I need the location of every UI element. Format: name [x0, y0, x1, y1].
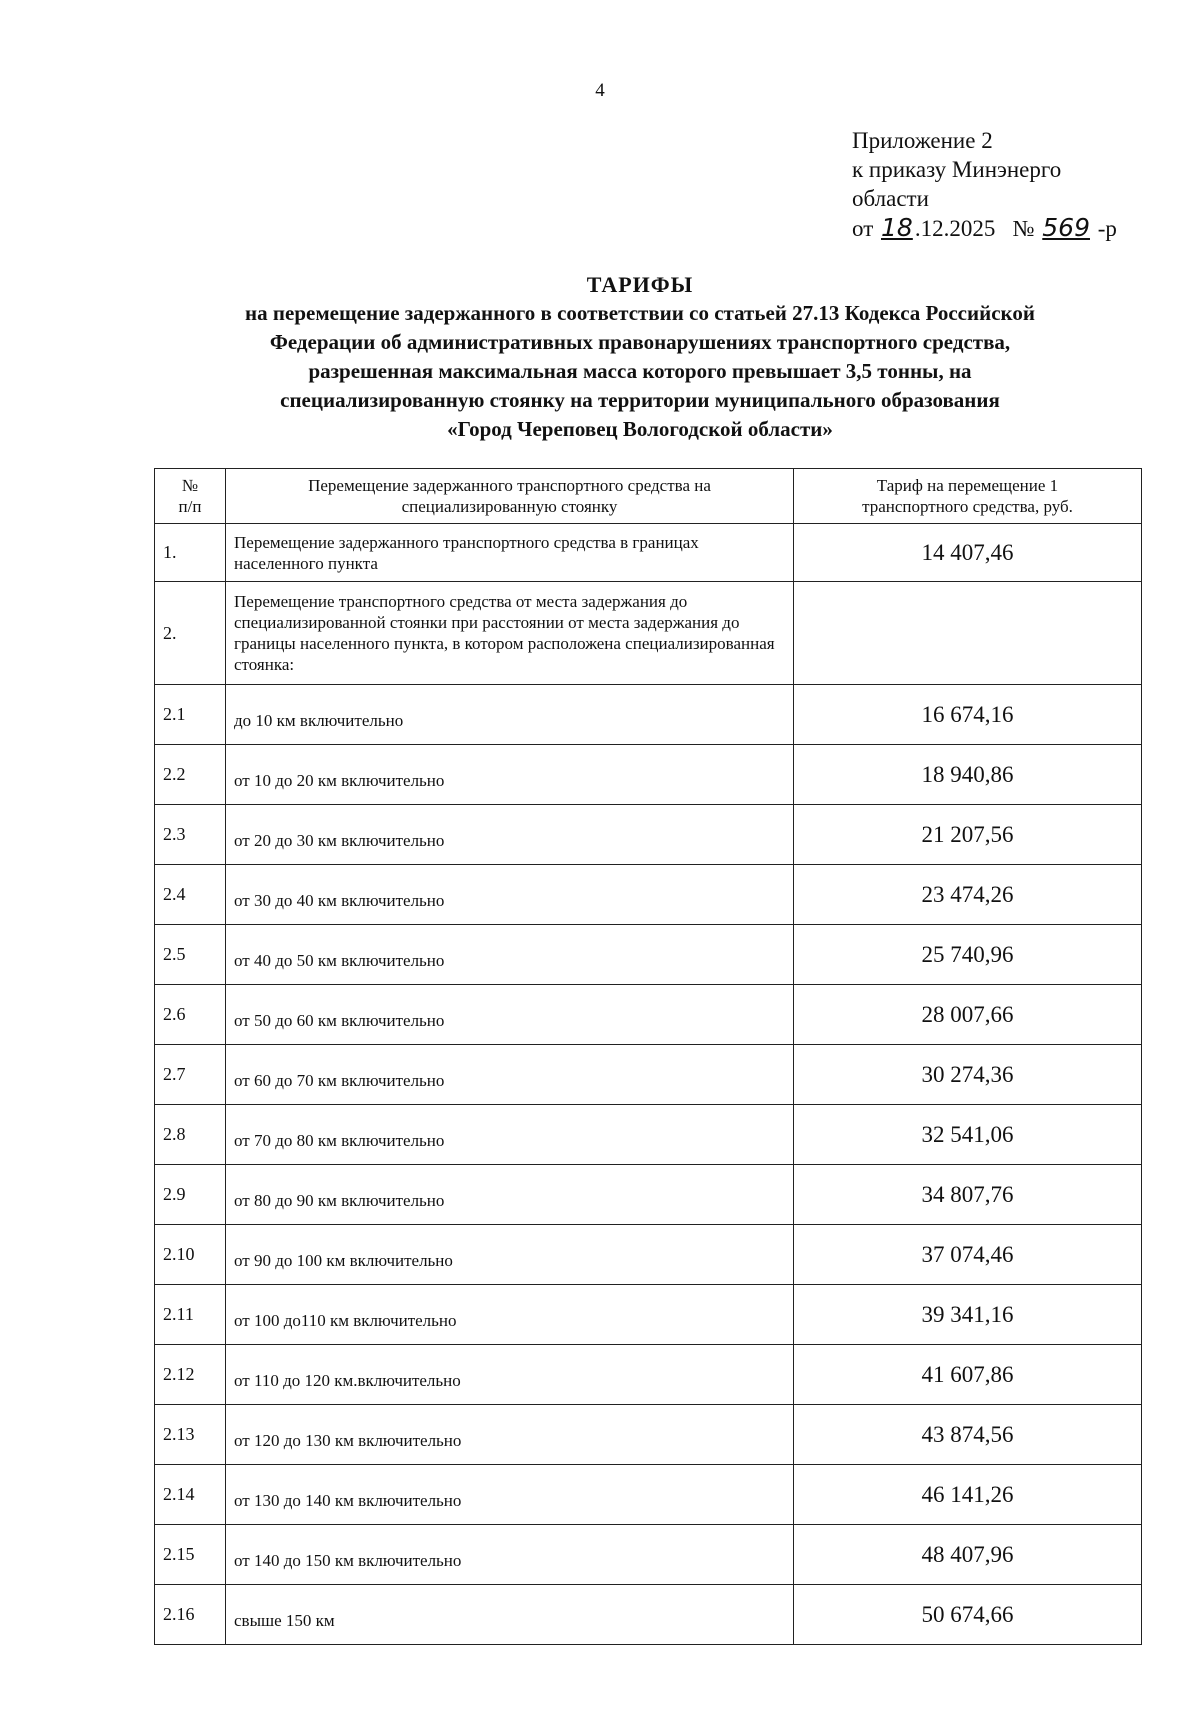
row-description: от 70 до 80 км включительно — [226, 1105, 794, 1165]
row-number: 2. — [155, 582, 226, 685]
table-row — [155, 985, 1142, 1045]
row-tariff-value: 28 007,66 — [794, 985, 1142, 1045]
row-number: 2.8 — [155, 1105, 226, 1165]
row-tariff-value: 14 407,46 — [794, 524, 1142, 582]
row-tariff-value: 16 674,16 — [794, 685, 1142, 745]
row-description: от 140 до 150 км включительно — [226, 1525, 794, 1585]
header-number: № п/п — [155, 469, 226, 524]
table-row — [155, 925, 1142, 985]
row-tariff-value: 46 141,26 — [794, 1465, 1142, 1525]
number-suffix: -р — [1097, 216, 1117, 241]
title-line-3: разрешенная максимальная масса которого превышает 3,5 тонны, на — [308, 359, 972, 383]
date-day-handwritten: 18 — [881, 213, 913, 242]
row-description: от 60 до 70 км включительно — [226, 1045, 794, 1105]
number-prefix: № — [1012, 216, 1035, 241]
row-tariff-value: 50 674,66 — [794, 1585, 1142, 1645]
row-description: до 10 км включительно — [226, 685, 794, 745]
row-tariff-value: 21 207,56 — [794, 805, 1142, 865]
row-description: от 80 до 90 км включительно — [226, 1165, 794, 1225]
title-line-2: Федерации об административных правонарушениях транспортного средства, — [269, 330, 1011, 354]
row-number: 2.11 — [155, 1285, 226, 1345]
table-row — [155, 685, 1142, 745]
row-tariff-value: 39 341,16 — [794, 1285, 1142, 1345]
date-rest: .12.2025 — [914, 216, 996, 241]
table-row — [155, 1045, 1142, 1105]
row-tariff-value: 18 940,86 — [794, 745, 1142, 805]
title-line-5: «Город Череповец Вологодской области» — [447, 417, 833, 441]
table-row — [155, 582, 1142, 685]
row-tariff-value: 23 474,26 — [794, 865, 1142, 925]
table-row — [155, 745, 1142, 805]
row-number: 2.14 — [155, 1465, 226, 1525]
row-number: 2.4 — [155, 865, 226, 925]
row-tariff-value: 37 074,46 — [794, 1225, 1142, 1285]
table-row — [155, 1525, 1142, 1585]
row-number: 2.1 — [155, 685, 226, 745]
appendix-order-ref: к приказу Минэнерго — [852, 157, 1062, 182]
row-description: от 90 до 100 км включительно — [226, 1225, 794, 1285]
table-row — [155, 1345, 1142, 1405]
table-row — [155, 805, 1142, 865]
row-number: 2.13 — [155, 1405, 226, 1465]
header-description: Перемещение задержанного транспортного средства на специализированную стоянку — [226, 469, 794, 524]
row-number: 1. — [155, 524, 226, 582]
appendix-date-number — [852, 213, 1117, 243]
row-description: от 50 до 60 км включительно — [226, 985, 794, 1045]
header-tariff: Тариф на перемещение 1 транспортного средства, руб. — [794, 469, 1142, 524]
order-number-handwritten: 569 — [1042, 213, 1090, 242]
row-description: от 10 до 20 км включительно — [226, 745, 794, 805]
row-description: от 40 до 50 км включительно — [226, 925, 794, 985]
row-tariff-value: 32 541,06 — [794, 1105, 1142, 1165]
table-row — [155, 865, 1142, 925]
row-number: 2.3 — [155, 805, 226, 865]
row-number: 2.9 — [155, 1165, 226, 1225]
title-line-4: специализированную стоянку на территории муниципального образования — [280, 388, 1000, 412]
table-row — [155, 1225, 1142, 1285]
row-tariff-value: 41 607,86 — [794, 1345, 1142, 1405]
row-number: 2.15 — [155, 1525, 226, 1585]
date-prefix: от — [852, 216, 874, 241]
table-row — [155, 1585, 1142, 1645]
appendix-block — [852, 126, 1117, 243]
document-title — [150, 270, 1130, 444]
row-description: от 130 до 140 км включительно — [226, 1465, 794, 1525]
row-description: от 100 до110 км включительно — [226, 1285, 794, 1345]
row-tariff-value: 25 740,96 — [794, 925, 1142, 985]
row-tariff-value: 30 274,36 — [794, 1045, 1142, 1105]
page-number: 4 — [595, 80, 605, 101]
table-row — [155, 1285, 1142, 1345]
row-description: от 120 до 130 км включительно — [226, 1405, 794, 1465]
row-description: от 110 до 120 км.включительно — [226, 1345, 794, 1405]
tariffs-table — [154, 468, 1142, 1645]
appendix-title: Приложение 2 — [852, 128, 993, 153]
row-description: Перемещение задержанного транспортного средства в границах населенного пункта — [226, 524, 794, 582]
row-tariff-value — [794, 582, 1142, 685]
row-description: от 20 до 30 км включительно — [226, 805, 794, 865]
title-line-1: на перемещение задержанного в соответствии со статьей 27.13 Кодекса Российской — [245, 301, 1035, 325]
table-row — [155, 1465, 1142, 1525]
title-heading: ТАРИФЫ — [586, 272, 694, 297]
row-description: Перемещение транспортного средства от места задержания до специализированной стоянки при расстоянии от места задержания до границы населенного пункта, в котором расположена специализированная стоянка: — [226, 582, 794, 685]
row-number: 2.7 — [155, 1045, 226, 1105]
table-row — [155, 524, 1142, 582]
row-tariff-value: 48 407,96 — [794, 1525, 1142, 1585]
row-number: 2.2 — [155, 745, 226, 805]
row-description: свыше 150 км — [226, 1585, 794, 1645]
row-tariff-value: 43 874,56 — [794, 1405, 1142, 1465]
table-header-row — [155, 469, 1142, 524]
row-number: 2.10 — [155, 1225, 226, 1285]
row-number: 2.16 — [155, 1585, 226, 1645]
table-row — [155, 1405, 1142, 1465]
table-row — [155, 1165, 1142, 1225]
row-number: 2.12 — [155, 1345, 226, 1405]
row-tariff-value: 34 807,76 — [794, 1165, 1142, 1225]
table-row — [155, 1105, 1142, 1165]
appendix-region: области — [852, 186, 929, 211]
row-description: от 30 до 40 км включительно — [226, 865, 794, 925]
row-number: 2.6 — [155, 985, 226, 1045]
row-number: 2.5 — [155, 925, 226, 985]
